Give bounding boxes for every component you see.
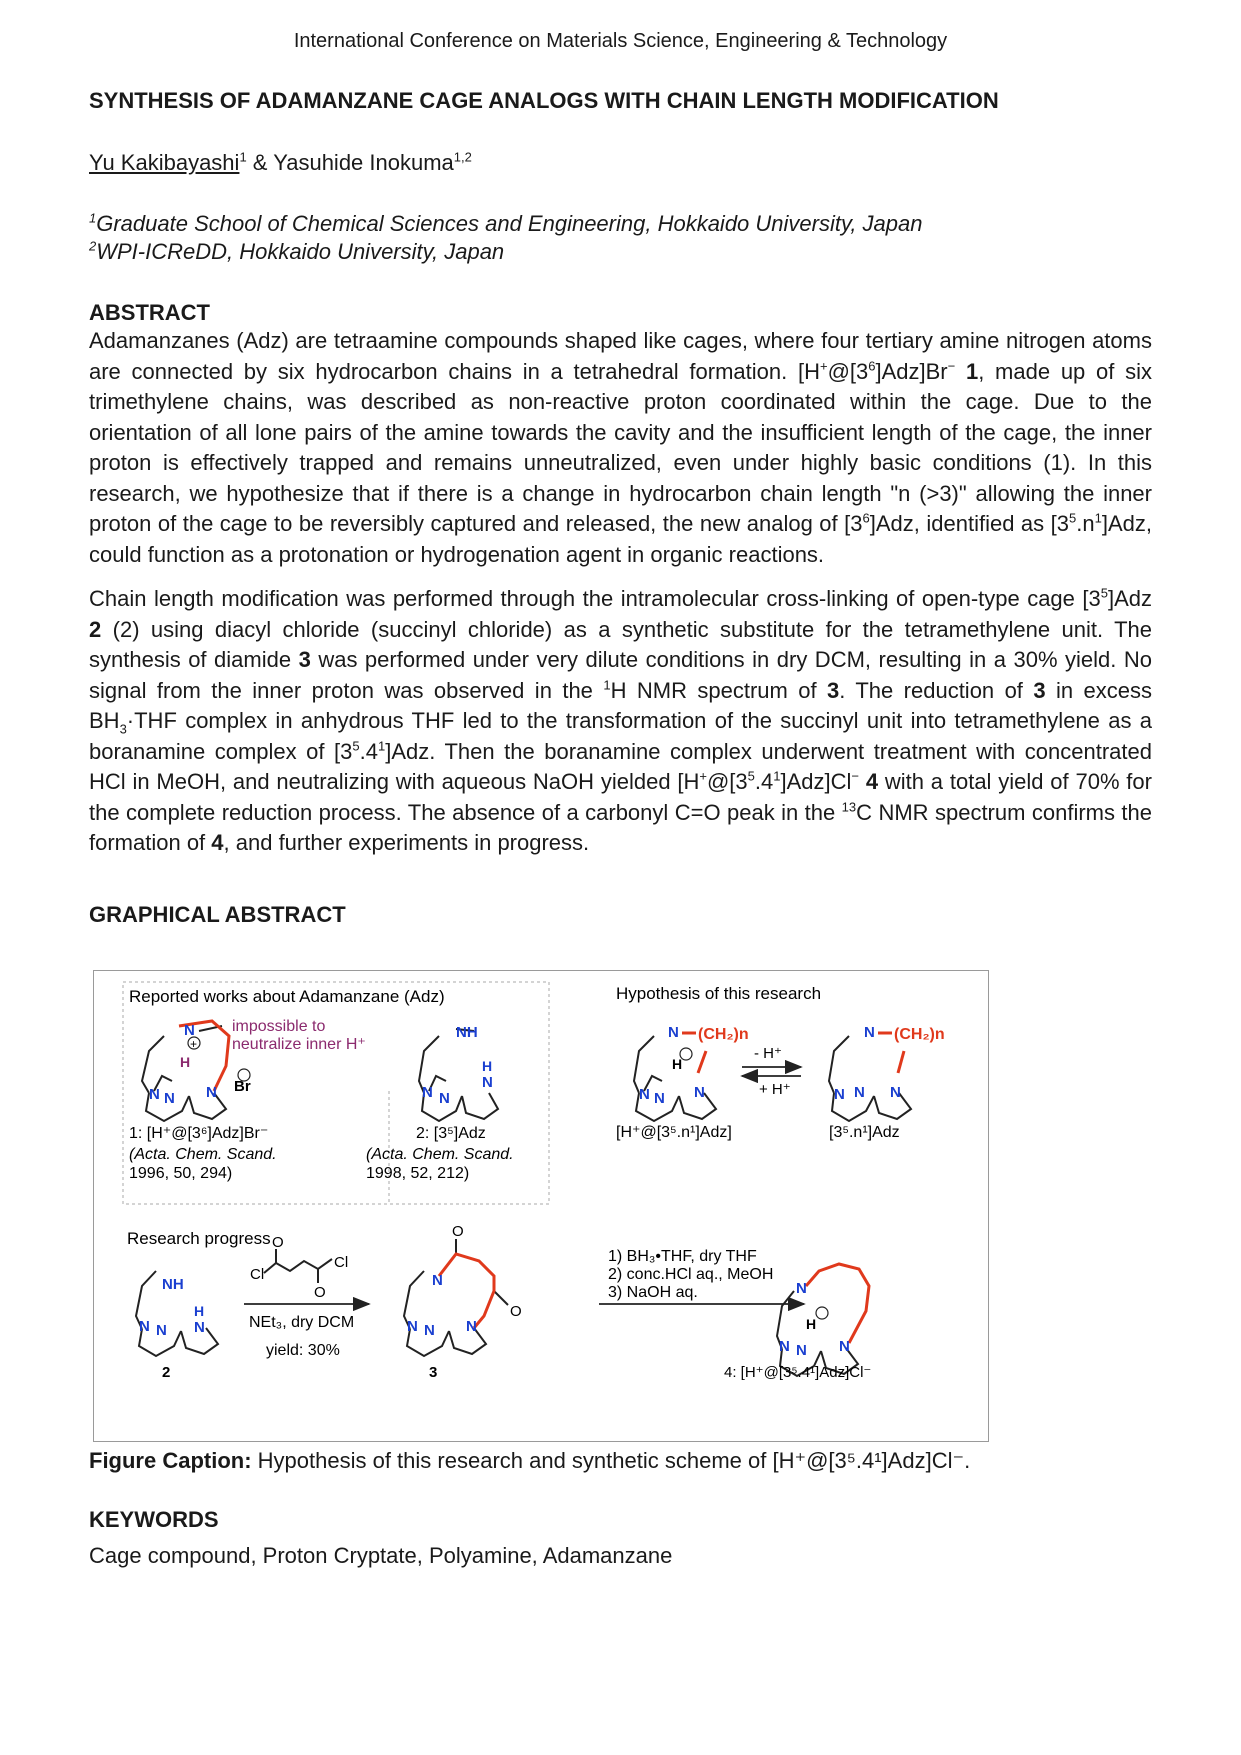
p2-seg: was performed under very dilute conditions in dry DCM, resulting in a 30% yield. No signal from the inner proton was observed in the [89,647,1152,703]
compound-ref: 2 [89,616,102,642]
step-3: 3) NaOH aq. [608,1284,698,1301]
atom-label: N [639,1086,650,1103]
atom-label: NH [162,1276,184,1293]
p1-sup: 6 [862,510,870,526]
chain-bond [898,1051,904,1073]
atom-label: N [854,1084,865,1101]
atom-label: N [422,1084,433,1101]
p1-sup: 5 [1069,510,1077,526]
p2-seg: ]Adz]Cl [780,769,852,794]
atom-label: N [194,1319,205,1336]
atom-label: N [482,1074,493,1091]
author-2: Yasuhide Inokuma [273,150,454,175]
atom-label: N [668,1024,679,1041]
p2-sup: 5 [1100,585,1108,601]
figure-caption [89,1448,970,1474]
atom-label: H [482,1058,493,1074]
graphical-abstract-figure [93,970,989,1442]
p2-sup: 1 [377,738,386,754]
p2-seg: .4 [754,769,774,794]
atom-label: N [834,1086,845,1103]
caption-text: Hypothesis of this research and synthetic scheme of [H⁺@[3⁵.4¹]Adz]Cl⁻. [251,1448,971,1473]
atom-label: N [407,1318,418,1335]
hypothesis-left-structure [634,1036,716,1121]
abstract-paragraph-2 [89,584,1152,859]
atom-label: H [806,1316,817,1332]
p2-sup: 1 [773,768,781,784]
p2-sup: 5 [352,738,360,754]
plus-h-label: + H⁺ [759,1081,791,1098]
atom-label: N [439,1090,450,1107]
abstract-paragraph-1 [89,326,1152,570]
atom-label: O [314,1284,326,1301]
p2-seg: in excess BH [89,677,1152,733]
affiliation-1-mark: 1 [89,210,97,226]
p1-seg: ]Adz]Br [875,358,948,384]
p1-sup: 6 [868,358,876,374]
compound-1-ref-b: 1996, 50, 294) [129,1165,233,1182]
caption-label: Figure Caption: [89,1448,252,1473]
compound-2-number: 2 [162,1364,171,1381]
keywords-text: Cage compound, Proton Cryptate, Polyamine, Adamanzane [89,1543,673,1568]
chain-label: (CH₂)n [698,1026,749,1043]
p1-seg: ]Adz, identified as [3 [869,511,1070,536]
compound-ref: 3 [826,677,840,703]
compound-1-structure [142,1026,226,1121]
p2-seg: with a total yield of 70% for the complete reduction process. The absence of a carbonyl C=O peak in the [89,769,1152,825]
compound-ref: 4 [865,769,879,794]
p2-seg: , and further experiments in progress. [223,830,590,855]
compound-2-ref-a: (Acta. Chem. Scand. [366,1146,514,1163]
p1-seg: Adamanzanes (Adz) are tetraamine compounds shaped like cages, where four tertiary amine nitrogen atoms are connected by six hydrocarbon chains in a tetrahedral formation. [H [89,328,1152,384]
compound-1-ref-a: (Acta. Chem. Scand. [129,1146,277,1163]
p2-seg: H NMR spectrum of [610,677,827,703]
author-1-affiliation: 1 [239,149,247,165]
minus-h-label: - H⁺ [754,1045,782,1062]
atom-label: N [149,1086,160,1103]
abstract-heading: ABSTRACT [89,300,210,325]
step-1: 1) BH₃•THF, dry THF [608,1248,757,1265]
atom-label: Cl [250,1266,265,1283]
affiliation-2-text: WPI-ICReDD, Hokkaido University, Japan [96,239,505,264]
atom-label: N [164,1090,175,1107]
scheme-svg [94,971,988,1441]
p2-seg: @[3 [706,769,748,794]
atom-label: N [796,1280,807,1297]
keywords-heading: KEYWORDS [89,1507,219,1532]
atom-label: H [672,1056,683,1072]
compound-4-label: 4: [H⁺@[3⁵.4¹]Adz]Cl⁻ [724,1364,872,1381]
compound-1-label: 1: [H⁺@[3⁶]Adz]Br⁻ [129,1125,269,1142]
box3-title: Research progress [127,1229,271,1248]
plus-charge-icon [816,1307,828,1319]
atom-label: O [510,1303,522,1320]
affiliation-2-mark: 2 [89,238,97,254]
chain-label: (CH₂)n [894,1026,945,1043]
p2-sub: 3 [119,721,127,737]
atom-label: H [180,1054,191,1070]
p1-sup: − [947,358,956,374]
compound-3-number: 3 [429,1364,438,1381]
step-2: 2) conc.HCl aq., MeOH [608,1266,774,1283]
atom-label: N [779,1338,790,1355]
box2-title: Hypothesis of this research [616,984,822,1003]
atom-label: N [184,1022,195,1039]
p2-sup: 1 [603,677,611,693]
bromide-label: Br [234,1078,251,1095]
atom-label: N [466,1318,477,1335]
author-line [89,150,472,176]
p2-seg: C NMR spectrum confirms the formation of [89,799,1152,855]
affiliation-1 [89,211,923,237]
p1-seg: .n [1076,511,1095,536]
atom-label: O [452,1223,464,1240]
atom-label: N [156,1322,167,1339]
p2-seg: Chain length modification was performed through the intramolecular cross-linking of open-type cage [3 [89,586,1101,611]
compound-ref: 1 [965,358,979,384]
compound-3-red-chain [439,1254,494,1328]
p2-seg: . The reduction of [839,677,1034,703]
atom-label: N [654,1090,665,1107]
p2-sup: 5 [747,768,755,784]
p2-seg: (2) using diacyl chloride (succinyl chloride) as a synthetic substitute for the tetramethylene unit. The synthesis of diamide [89,616,1152,672]
hyp-right-label: [3⁵.n¹]Adz [829,1124,900,1141]
note-impossible: impossible to [232,1018,326,1035]
succinyl-chloride-structure [264,1249,332,1283]
p1-seg: ]Adz, could function as a protonation or hydrogenation agent in organic reactions. [89,511,1152,567]
p1-sup: 1 [1094,510,1102,526]
plus-sign: + [190,1037,198,1051]
p1-sup: + [819,358,828,374]
compound-ref: 3 [1033,677,1046,703]
compound-2-label: 2: [3⁵]Adz [416,1125,486,1142]
p2-sup: 13 [841,799,857,815]
p2-seg: ]Adz. Then the boranamine complex underwent treatment with concentrated HCl in MeOH, and neutralizing with aqueous NaOH yielded [H [89,738,1152,794]
p2-seg: .4 [359,738,378,764]
author-1: Yu Kakibayashi [89,150,240,175]
hypothesis-right-structure [829,1036,911,1121]
reagent-yield: yield: 30% [266,1342,340,1359]
p2-seg: ]Adz [1107,586,1152,611]
compound-ref: 3 [298,647,311,672]
atom-label: N [139,1318,150,1335]
author-2-affiliation: 1,2 [453,149,472,165]
box1-title: Reported works about Adamanzane (Adz) [129,987,445,1006]
atom-label: N [432,1272,443,1289]
chain-bond [698,1051,706,1073]
reagent-conditions: NEt₃, dry DCM [249,1314,355,1331]
atom-label: O [272,1234,284,1251]
atom-label: N [694,1084,705,1101]
p2-seg: ·THF complex in anhydrous THF led to the transformation of the succinyl unit into tetramethylene as a boranamine complex of [3 [89,708,1152,764]
p1-seg: @[3 [827,358,869,384]
atom-label: N [424,1322,435,1339]
p1-seg: , made up of six trimethylene chains, was described as non-reactive proton coordinated within the cage. Due to the orientation of all lone pairs of the amine towards the cavity and the insufficient length of the cage, the inner proton is effectively trapped and remains unneutralized, even under highly basic conditions (1). In this research, we hypothesize that if there is a change in hydrocarbon chain length "n (>3)" allowing the inner proton of the cage to be reversibly captured and released, the new analog of [3 [89,358,1152,536]
atom-label: NH [456,1024,478,1041]
affiliation-1-text: Graduate School of Chemical Sciences and Engineering, Hokkaido University, Japan [96,211,923,236]
p2-sup: + [699,768,707,784]
atom-label: H [194,1303,205,1319]
author-separator: & [246,150,274,175]
atom-label: N [864,1024,875,1041]
plus-charge-icon [680,1048,692,1060]
p2-seg [859,769,866,794]
compound-2-ref-b: 1998, 52, 212) [366,1165,470,1182]
atom-label: N [206,1084,217,1101]
p2-sup: − [851,768,859,784]
note-neutralize: neutralize inner H⁺ [232,1036,366,1053]
graphical-abstract-heading: GRAPHICAL ABSTRACT [89,902,346,927]
hyp-left-label: [H⁺@[3⁵.n¹]Adz] [616,1124,732,1141]
paper-title: SYNTHESIS OF ADAMANZANE CAGE ANALOGS WITH CHAIN LENGTH MODIFICATION [89,88,999,113]
atom-label: N [890,1084,901,1101]
compound-ref: 4 [211,830,224,855]
atom-label: N [796,1342,807,1359]
atom-label: Cl [334,1254,349,1271]
conference-header: International Conference on Materials Science, Engineering & Technology [293,30,948,52]
affiliation-2 [89,239,504,265]
atom-label: N [839,1338,850,1355]
p1-seg [955,359,966,384]
